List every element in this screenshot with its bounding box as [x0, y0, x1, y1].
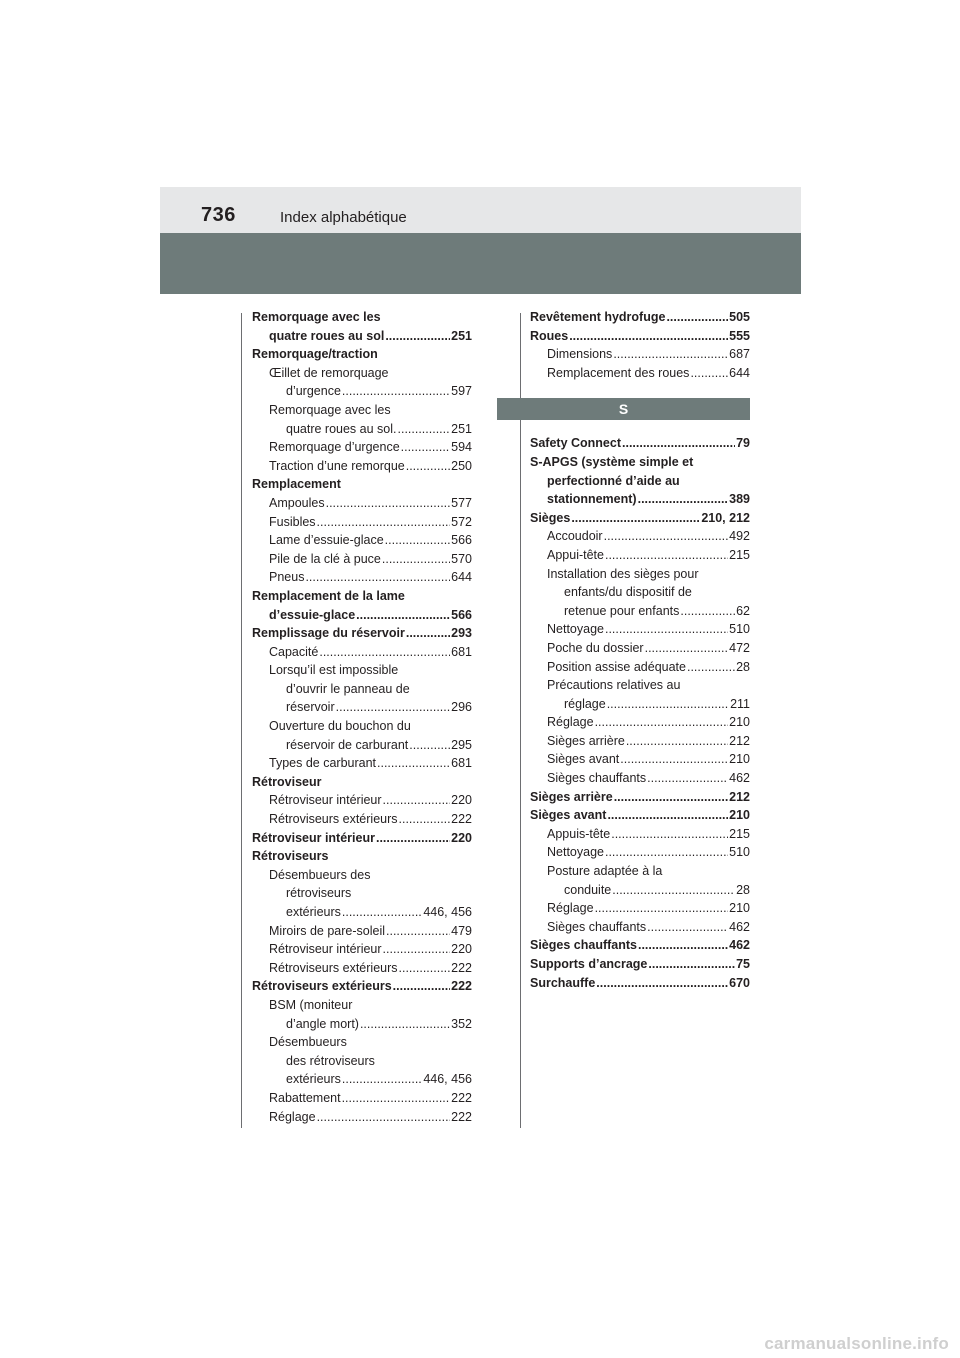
dot-leader	[620, 750, 728, 769]
index-entry-label: conduite	[564, 882, 612, 897]
page-reference[interactable]: 215	[729, 547, 750, 562]
index-entry	[530, 843, 750, 862]
dot-leader	[382, 550, 450, 569]
index-entry	[252, 922, 472, 941]
watermark: carmanualsonline.info	[764, 1334, 949, 1353]
index-entry	[530, 327, 750, 346]
page-reference[interactable]: 472	[729, 640, 750, 655]
left-column-rule	[241, 313, 242, 1128]
header-band	[160, 233, 801, 294]
index-entry	[252, 643, 472, 662]
index-entry	[252, 959, 472, 978]
page-reference[interactable]: 293	[451, 626, 472, 641]
page-reference[interactable]: 577	[451, 495, 472, 510]
index-entry	[530, 546, 750, 565]
page-reference[interactable]: 222	[451, 979, 472, 994]
dot-leader	[383, 791, 451, 810]
page-reference[interactable]: 210	[729, 715, 750, 730]
index-column-left	[252, 308, 472, 1126]
index-entry-label: Réglage	[547, 715, 594, 730]
index-entry-label: S-APGS (système simple et	[530, 454, 694, 469]
dot-leader	[605, 546, 728, 565]
dot-leader	[406, 457, 450, 476]
page-reference[interactable]: 251	[451, 421, 472, 436]
page-reference[interactable]: 566	[451, 533, 472, 548]
page-reference[interactable]: 79	[736, 436, 750, 451]
page-reference[interactable]: 681	[451, 756, 472, 771]
index-entry	[252, 1070, 472, 1089]
index-entry	[252, 1052, 472, 1071]
page-reference[interactable]: 222	[451, 1090, 472, 1105]
index-entry	[252, 308, 472, 327]
page-reference[interactable]: 670	[729, 975, 750, 990]
index-entry	[252, 401, 472, 420]
page-reference[interactable]: 446, 456	[423, 905, 472, 919]
page-reference[interactable]: 295	[451, 737, 472, 752]
index-entry-label: Safety Connect	[530, 436, 621, 451]
index-entry-label: quatre roues au sol	[269, 328, 385, 343]
index-entry	[530, 308, 750, 327]
index-entry	[530, 918, 750, 937]
index-entry	[252, 736, 472, 755]
index-entry-label: Désembueurs	[269, 1035, 347, 1050]
page-reference[interactable]: 250	[451, 458, 472, 473]
index-entry	[530, 825, 750, 844]
index-entry-label: Sièges arrière	[530, 789, 613, 804]
index-entry	[252, 606, 472, 625]
dot-leader	[680, 602, 735, 621]
dot-leader	[648, 955, 735, 974]
index-entry-label: Remplacement	[252, 477, 341, 492]
index-entry-label: Sièges arrière	[547, 733, 625, 748]
index-entry-label: Lorsqu’il est impossible	[269, 663, 399, 678]
index-entry-label: Rétroviseurs	[252, 849, 329, 864]
index-entry-label: Ampoules	[269, 495, 325, 510]
dot-leader	[401, 438, 451, 457]
page-reference[interactable]: 644	[451, 570, 472, 585]
page-reference[interactable]: 222	[451, 960, 472, 975]
dot-leader	[342, 903, 422, 922]
dot-leader	[409, 736, 450, 755]
index-entry	[530, 713, 750, 732]
index-column-right	[530, 308, 750, 992]
page-reference[interactable]: 210	[729, 808, 750, 823]
index-entry	[252, 903, 472, 922]
index-entry-label: Sièges avant	[530, 808, 607, 823]
index-entry-label: perfectionné d’aide au	[547, 473, 680, 488]
index-entry	[530, 490, 750, 509]
index-entry-label: des rétroviseurs	[286, 1053, 375, 1068]
index-entry	[530, 527, 750, 546]
index-entry-label: Rétroviseurs extérieurs	[269, 960, 398, 975]
index-entry-label: Sièges chauffants	[547, 919, 647, 934]
page-reference[interactable]: 510	[729, 622, 750, 637]
index-entry	[252, 1089, 472, 1108]
index-entry-label: d’ouvrir le panneau de	[286, 681, 410, 696]
index-entry-label: stationnement)	[547, 492, 637, 507]
dot-leader	[398, 420, 451, 439]
index-entry	[252, 810, 472, 829]
index-entry	[252, 327, 472, 346]
dot-leader	[611, 825, 728, 844]
index-entry	[252, 550, 472, 569]
index-entry-label: extérieurs	[286, 1072, 341, 1087]
dot-leader	[393, 977, 450, 996]
index-entry-label: Rétroviseur	[252, 774, 322, 789]
index-entry-label: d’angle mort)	[286, 1016, 359, 1031]
dot-leader	[666, 308, 728, 327]
index-entry	[252, 940, 472, 959]
page-number: 736	[201, 204, 236, 226]
index-entry	[530, 769, 750, 788]
index-entry-label: Miroirs de pare-soleil	[269, 923, 386, 938]
index-entry-label: Remorquage d’urgence	[269, 440, 400, 455]
section-header: S	[497, 398, 750, 420]
index-entry	[252, 364, 472, 383]
index-entry	[252, 475, 472, 494]
index-entry	[530, 472, 750, 491]
dot-leader	[342, 382, 450, 401]
dot-leader	[399, 810, 451, 829]
index-entry	[530, 788, 750, 807]
index-entry-label: Roues	[530, 328, 569, 343]
page-reference[interactable]: 220	[451, 942, 472, 957]
index-entry-label: Remplissage du réservoir	[252, 626, 405, 641]
index-entry-label: d’essuie-glace	[269, 607, 356, 622]
index-entry-label: Rétroviseurs extérieurs	[269, 812, 398, 827]
index-entry-label: Nettoyage	[547, 845, 604, 860]
page-reference[interactable]: 222	[451, 1109, 472, 1124]
index-entry	[252, 531, 472, 550]
index-entry	[530, 862, 750, 881]
page-reference[interactable]: 570	[451, 551, 472, 566]
page-reference[interactable]: 296	[451, 700, 472, 715]
index-entry-label: rétroviseurs	[286, 886, 352, 901]
index-entry-label: Remorquage avec les	[252, 310, 381, 324]
page-reference[interactable]: 555	[729, 328, 750, 343]
index-entry	[252, 513, 472, 532]
dot-leader	[406, 624, 450, 643]
index-entry-label: enfants/du dispositif de	[564, 585, 692, 600]
dot-leader	[342, 1070, 422, 1089]
index-entry	[252, 680, 472, 699]
index-entry-label: Position assise adéquate	[547, 659, 686, 674]
page-reference[interactable]: 251	[451, 328, 472, 343]
index-entry-label: Sièges chauffants	[530, 938, 637, 953]
dot-leader	[595, 899, 729, 918]
index-entry-label: Traction d’une remorque	[269, 458, 405, 473]
page-reference[interactable]: 210, 212	[701, 510, 750, 525]
index-entry	[252, 996, 472, 1015]
index-entry	[530, 345, 750, 364]
index-entry-label: Dimensions	[547, 347, 613, 362]
page-reference[interactable]: 222	[451, 812, 472, 827]
index-entry-label: Rétroviseur intérieur	[269, 942, 382, 957]
index-entry-label: Remplacement de la lame	[252, 588, 405, 603]
header-bar	[160, 187, 801, 233]
index-entry	[530, 695, 750, 714]
dot-leader	[342, 1089, 451, 1108]
page-reference[interactable]: 75	[736, 957, 750, 971]
dot-leader	[326, 494, 451, 513]
page-reference[interactable]: 352	[451, 1016, 472, 1031]
index-entry	[530, 658, 750, 677]
dot-leader	[638, 490, 729, 509]
dot-leader	[612, 881, 735, 900]
index-entry-label: Installation des sièges pour	[547, 566, 699, 581]
index-entry-label: Rétroviseur intérieur	[252, 830, 375, 845]
page-reference[interactable]: 212	[729, 789, 750, 804]
index-entry-label: Nettoyage	[547, 622, 604, 637]
index-entry-label: quatre roues au sol.	[286, 421, 397, 436]
index-entry-label: d’urgence	[286, 384, 341, 399]
dot-leader	[399, 959, 451, 978]
index-entry	[252, 1015, 472, 1034]
dot-leader	[383, 940, 451, 959]
index-entry	[252, 457, 472, 476]
dot-leader	[622, 434, 735, 453]
dot-leader	[607, 806, 728, 825]
index-entry	[530, 509, 750, 528]
page-reference[interactable]: 210	[729, 901, 750, 916]
page-reference[interactable]: 572	[451, 514, 472, 529]
index-entry-label: Sièges chauffants	[547, 771, 647, 786]
page-title: Index alphabétique	[280, 209, 407, 226]
index-entry-label: Accoudoir	[547, 529, 603, 544]
dot-leader	[377, 754, 450, 773]
index-entry-label: Revêtement hydrofuge	[530, 310, 666, 324]
index-entry	[252, 420, 472, 439]
index-entry	[252, 624, 472, 643]
dot-leader	[356, 606, 450, 625]
dot-leader	[385, 327, 450, 346]
index-entry	[252, 847, 472, 866]
index-entry	[530, 974, 750, 993]
dot-leader	[687, 658, 735, 677]
index-entry	[252, 773, 472, 792]
index-entry-label: Rétroviseurs extérieurs	[252, 979, 392, 994]
index-entry	[252, 791, 472, 810]
index-entry	[530, 434, 750, 453]
index-entry-label: réservoir	[286, 700, 335, 715]
dot-leader	[385, 531, 450, 550]
dot-leader	[386, 922, 450, 941]
page-reference[interactable]: 446, 456	[423, 1072, 472, 1087]
index-entry-label: réservoir de carburant	[286, 737, 409, 752]
index-entry-label: réglage	[564, 696, 606, 711]
dot-leader	[569, 327, 728, 346]
dot-leader	[336, 698, 451, 717]
dot-leader	[596, 974, 728, 993]
index-entry	[252, 568, 472, 587]
index-entry-label: extérieurs	[286, 905, 341, 919]
index-entry-label: Ouverture du bouchon du	[269, 719, 411, 734]
dot-leader	[317, 513, 451, 532]
page-reference[interactable]: 687	[729, 347, 750, 362]
index-entry-label: Supports d’ancrage	[530, 957, 648, 971]
dot-leader	[626, 732, 728, 751]
index-entry-label: Surchauffe	[530, 975, 596, 990]
index-entry-label: Sièges avant	[547, 752, 620, 767]
right-column-rule	[520, 313, 521, 1128]
index-entry-label: Appuis-tête	[547, 826, 611, 841]
page-reference[interactable]: 510	[729, 845, 750, 860]
page-reference[interactable]: 479	[451, 923, 472, 938]
dot-leader	[690, 364, 728, 383]
index-entry	[252, 717, 472, 736]
index-entry	[530, 639, 750, 658]
page-reference[interactable]: 62	[736, 603, 750, 618]
page-reference[interactable]: 220	[451, 793, 472, 808]
dot-leader	[638, 936, 728, 955]
index-entry	[252, 438, 472, 457]
index-entry-label: Types de carburant	[269, 756, 377, 771]
index-entry	[530, 955, 750, 974]
index-entry-label: Pneus	[269, 570, 305, 585]
index-entry-label: Œillet de remorquage	[269, 365, 389, 380]
index-entry-label: BSM (moniteur	[269, 997, 353, 1012]
index-entry	[530, 676, 750, 695]
index-entry-label: Appui-tête	[547, 547, 604, 562]
dot-leader	[647, 769, 728, 788]
index-entry	[252, 382, 472, 401]
index-entry-label: Rabattement	[269, 1090, 341, 1105]
page-reference[interactable]: 462	[729, 919, 750, 934]
dot-leader	[376, 829, 450, 848]
dot-leader	[613, 345, 728, 364]
index-entry	[252, 587, 472, 606]
index-entry	[252, 698, 472, 717]
index-entry	[530, 899, 750, 918]
index-entry	[252, 829, 472, 848]
index-entry-label: Précautions relatives au	[547, 678, 681, 693]
page-reference[interactable]: 462	[729, 771, 750, 786]
dot-leader	[319, 643, 450, 662]
page-reference[interactable]: 505	[729, 310, 750, 324]
dot-leader	[360, 1015, 450, 1034]
index-entry-label: Réglage	[547, 901, 594, 916]
index-entry	[530, 620, 750, 639]
dot-leader	[571, 509, 700, 528]
dot-leader	[605, 843, 728, 862]
page-reference[interactable]: 492	[729, 529, 750, 544]
index-entry	[252, 1108, 472, 1127]
index-entry	[530, 732, 750, 751]
page-reference[interactable]: 211	[730, 696, 750, 711]
page-reference[interactable]: 681	[451, 644, 472, 659]
index-entry-label: retenue pour enfants	[564, 603, 680, 618]
index-entry	[530, 881, 750, 900]
page-reference[interactable]: 594	[451, 440, 472, 455]
index-entry	[530, 936, 750, 955]
index-entry	[252, 494, 472, 513]
page-reference[interactable]: 644	[729, 365, 750, 380]
index-entry-label: Lame d’essuie-glace	[269, 533, 384, 548]
index-entry-label: Remorquage avec les	[269, 402, 391, 417]
dot-leader	[595, 713, 729, 732]
index-entry-label: Fusibles	[269, 514, 316, 529]
index-entry-label: Rétroviseur intérieur	[269, 793, 382, 808]
dot-leader	[607, 695, 729, 714]
index-entry-label: Poche du dossier	[547, 640, 644, 655]
index-entry	[530, 453, 750, 472]
index-entry	[530, 565, 750, 584]
page-reference[interactable]: 28	[736, 659, 750, 674]
dot-leader	[645, 639, 729, 658]
index-entry-label: Remorquage/traction	[252, 347, 378, 362]
index-entry	[252, 884, 472, 903]
page-reference[interactable]: 215	[729, 826, 750, 841]
index-entry-label: Posture adaptée à la	[547, 864, 663, 879]
index-entry-label: Capacité	[269, 644, 319, 659]
index-entry	[252, 661, 472, 680]
index-entry-label: Remplacement des roues	[547, 365, 690, 380]
page-reference[interactable]: 220	[451, 830, 472, 845]
index-entry-label: Réglage	[269, 1109, 316, 1124]
page-reference[interactable]: 389	[729, 492, 750, 507]
page-reference[interactable]: 212	[729, 733, 750, 748]
dot-leader	[305, 568, 450, 587]
index-entry	[252, 866, 472, 885]
dot-leader	[605, 620, 728, 639]
page-reference[interactable]: 566	[451, 607, 472, 622]
index-entry-label: Désembueurs des	[269, 867, 371, 882]
page-reference[interactable]: 210	[729, 752, 750, 767]
dot-leader	[647, 918, 728, 937]
dot-leader	[614, 788, 728, 807]
page-reference[interactable]: 462	[729, 938, 750, 953]
page-reference[interactable]: 28	[736, 882, 750, 897]
page-reference[interactable]: 597	[451, 384, 472, 399]
index-entry	[530, 806, 750, 825]
index-entry	[252, 345, 472, 364]
index-entry	[252, 754, 472, 773]
index-entry	[530, 364, 750, 383]
index-entry	[530, 602, 750, 621]
index-entry	[252, 1033, 472, 1052]
index-entry	[530, 750, 750, 769]
index-entry-label: Sièges	[530, 510, 571, 525]
dot-leader	[604, 527, 729, 546]
index-entry-label: Pile de la clé à puce	[269, 551, 381, 566]
index-entry	[530, 583, 750, 602]
dot-leader	[317, 1108, 451, 1127]
index-entry	[252, 977, 472, 996]
